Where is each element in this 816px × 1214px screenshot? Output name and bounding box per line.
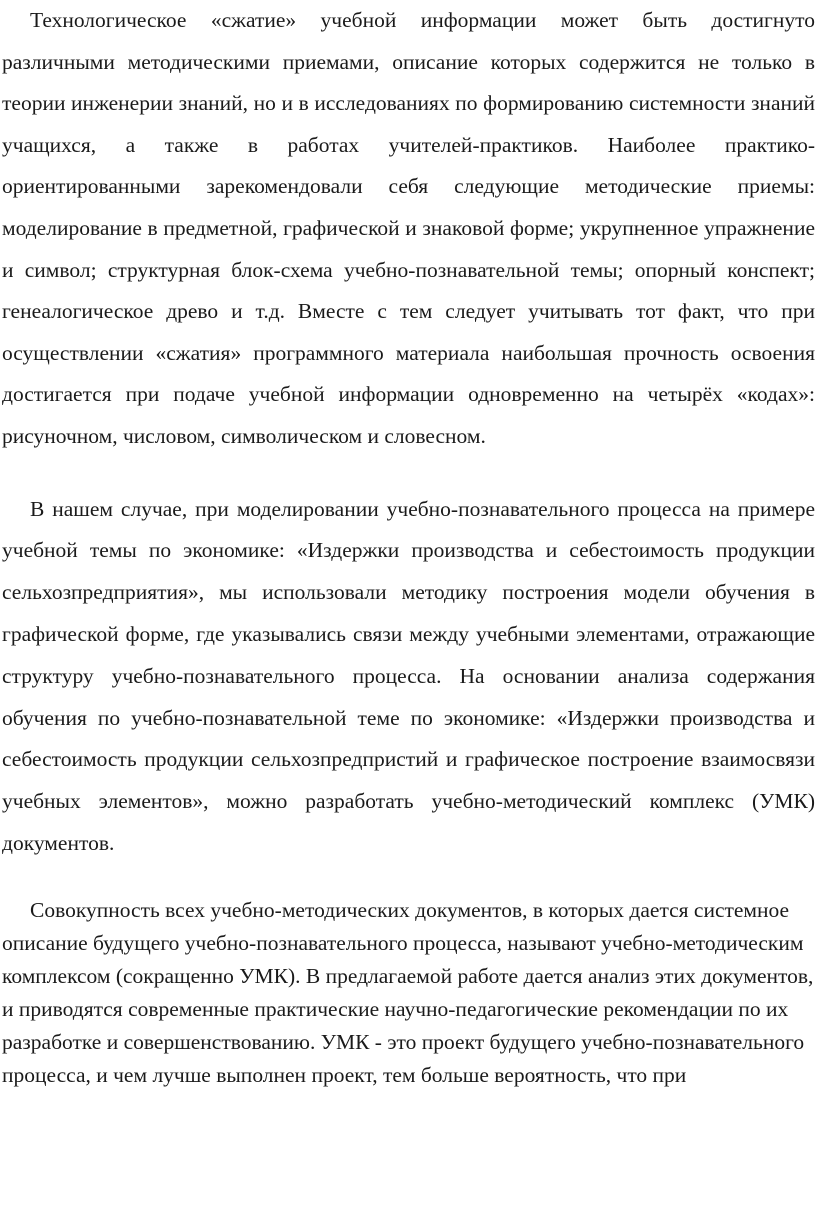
paragraph-3: Совокупность всех учебно-методических документов, в которых дается системное описание будущего учебно-познавательного процесса, называют учебно-методическим комплексом (сокращенно УМК). В предлагаемой работе дается анализ этих документов, и приводятся современные практические научно-педагогические рекомендации по их разработке и совершенствованию. УМК - это проект будущего учебно-познавательного процесса, и чем лучше выполнен проект, тем больше вероятность, что при <box>2 897 814 1087</box>
paragraph-2: В нашем случае, при моделировании учебно-познавательного процесса на примере учебной темы по экономике: «Издержки производства и себестоимость продукции сельхозпредприятия», мы использовали методику построения модели обучения в графической форме, где указывались связи между учебными элементами, отражающие структуру учебно-познавательного процесса. На основании анализа содержания обучения по учебно-познавательной теме по экономике: «Издержки производства и себестоимость продукции сельхозпредпристий и графическое построение взаимосвязи учебных элементов», можно разработать учебно-методический комплекс (УМК) документов. <box>2 496 815 855</box>
paragraph-1: Технологическое «сжатие» учебной информации может быть достигнуто различными методическими приемами, описание которых содержится не только в теории инженерии знаний, но и в исследованиях по формированию системности знаний учащихся, а также в работах учителей-практиков. Наиболее практико-ориентированными зарекомендовали себя следующие методические приемы: моделирование в предметной, графической и знаковой форме; укрупненное упражнение и символ; структурная блок-схема учебно-познавательной темы; опорный конспект; генеалогическое древо и т.д. Вместе с тем следует учитывать тот факт, что при осуществлении «сжатия» программного материала наибольшая прочность освоения достигается при подаче учебной информации одновременно на четырёх «кодах»: рисуночном, числовом, символическом и словесном. <box>2 8 815 448</box>
